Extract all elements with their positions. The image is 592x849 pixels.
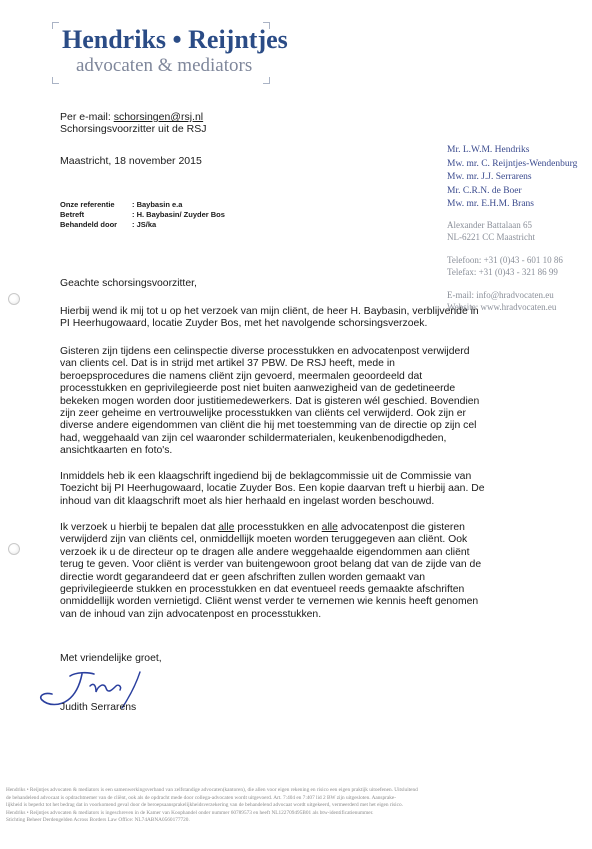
logo-tagline: advocaten & mediators [76,55,253,76]
paragraph-line: directie wordt gegarandeerd dat er geen afschriften zullen worden gemaakt van [60,571,426,583]
office-address-city: NL-6221 CC Maastricht [447,232,535,243]
paragraph-line: onmiddellijk worden vernietigd. Cliënt wenst verder te vernemen wie kennis heeft genomen [60,596,479,608]
paragraph-line: ansichtkaarten en foto's. [60,445,173,457]
paragraph-line: beroepsprocedures die namens cliënt zijn gevoerd, meermalen geoordeeld dat [60,370,423,382]
footer-line: Hendriks • Reijntjes advocaten & mediators is ingeschreven in de Kamer van Koophandel onder nummer 60789573 en heeft NL122709495B01 als btw-identificatienummer. [6,809,374,816]
reference-value: : JS/ka [132,220,157,229]
paragraph-line [60,522,526,534]
paragraph-line: verzoek ik u de directeur op te dragen alle andere weggehaalde eigendommen aan cliënt [60,546,470,558]
office-phone: Telefoon: +31 (0)43 - 601 10 86 [447,254,563,265]
footer-line: Hendriks • Reijntjes advocaten & mediators is een samenwerkingsverband van zelfstandige advocaten(kantoren), die allen voor eigen rekening en risico een eigen praktijk uitoefenen. Uitsluitend [6,787,418,793]
letter-date: Maastricht, 18 november 2015 [60,155,202,167]
office-website[interactable]: Website: www.hradvocaten.eu [447,302,557,313]
paragraph-complaint [60,471,526,508]
punch-hole [8,293,20,305]
paragraph-line: Inmiddels heb ik een klaagschrift ingediend bij de beklagcommissie uit de Commissie van [60,471,472,482]
reference-block [60,200,225,230]
office-details [447,219,563,313]
paragraph-line: diverse andere eigendommen van cliënt die hij met toestemming van de directie op zijn cel [60,420,477,432]
partner-name: Mr. L.W.M. Hendriks [447,145,530,155]
paragraph-line: zijn zeer geheime en vertrouwelijke processtukken van cliënts cel verwijderd. Ook zijn er [60,408,466,420]
office-address-street: Alexander Battalaan 65 [447,220,532,230]
reference-label: Onze referentie [60,200,115,209]
partners-list [447,144,577,212]
office-email[interactable]: E-mail: info@hradvocaten.eu [447,289,554,300]
footer-line: Stichting Beheer Derdengelden Across Borders Law Office: NL74ABNA0560177720. [6,817,190,824]
emphasis-underline: alle [321,522,338,533]
paragraph-line: Toezicht bij PI Heerhugowaard, locatie Zuyder Bos. Een kopie daarvan treft u hierbij aan. De [60,483,485,495]
paragraph-line: processtukken en geprivilegieerde post niet buiten aanwezigheid van de gedetineerde [60,383,456,395]
reference-row [60,200,225,210]
reference-row [60,210,225,220]
paragraph-request [60,522,526,621]
paragraph-line: geprivilegieerde stukken en processtukken en dat eventueel reeds gemaakte afschriften [60,584,465,596]
paragraph-intro [60,306,526,331]
paragraph-line: verwijderd zijn van cliënts cel, onmiddellijk moeten worden teruggegeven aan cliënt. Ook [60,534,468,546]
paragraph-line: bekeken mogen worden door justitiemedewerkers. Dat is gisteren wél geschied. Bovendien [60,395,480,407]
salutation: Geachte schorsingsvoorzitter, [60,278,197,289]
paragraph-line: Gisteren zijn tijdens een celinspectie diverse processtukken en advocatenpost verwijderd [60,346,470,357]
reference-value: : Baybasin e.a [132,200,183,209]
text-run: processtukken en [234,522,322,533]
logo-firm-name: Hendriks • Reijntjes [62,25,288,54]
text-run: Ik verzoek u hierbij te bepalen dat [60,522,219,533]
paragraph-inspection [60,346,526,458]
reference-label: Betreft [60,210,85,219]
legal-footer [6,787,590,825]
recipient-email-link[interactable]: schorsingen@rsj.nl [113,111,204,123]
paragraph-line: van clients cel. Dat is in strijd met artikel 37 PBW. De RSJ heeft, mede in [60,358,395,370]
paragraph-line: Hierbij wend ik mij tot u op het verzoek van mijn cliënt, de heer H. Baybasin, verblijvende in [60,306,479,317]
partner-name: Mw. mr. C. Reijntjes-Wendenburg [447,158,578,169]
punch-hole [8,543,20,555]
reference-label: Behandeld door [60,220,118,229]
logo-corner [263,77,270,84]
paragraph-line: PI Heerhugowaard, locatie Zuyder Bos, met het navolgende schorsingsverzoek. [60,318,428,330]
logo-corner [52,22,59,29]
emphasis-underline: alle [218,522,235,533]
partner-name: Mr. C.R.N. de Boer [447,185,522,196]
partner-name: Mw. mr. E.H.M. Brans [447,199,534,210]
paragraph-line: van de inhoud van zijn advocatenpost en processtukken. [60,608,322,620]
reference-value: : H. Baybasin/ Zuyder Bos [132,210,225,219]
office-fax: Telefax: +31 (0)43 - 321 86 99 [447,267,558,278]
paragraph-line: had, weggehaald van zijn cel waaronder schildermaterialen, keukenbenodigdheden, [60,432,447,444]
text-run: advocatenpost die gisteren [337,522,465,533]
paragraph-line: inhoud van dit klaagschrift moet als hier herhaald en ingelast worden beschouwd. [60,495,435,507]
footer-line: de behandelend advocaat is opdrachtnemer van de cliënt, ook als de opdracht mede door collega-advocaten wordt uitgevoerd. Art. 7:404 en 7:407 lid 2 BW zijn uitgesloten. Aansprake- [6,794,396,801]
recipient-title: Schorsingsvoorzitter uit de RSJ [60,123,207,135]
signer-name: Judith Serrarens [60,702,137,713]
partner-name: Mw. mr. J.J. Serrarens [447,172,532,183]
reference-row [60,220,225,230]
closing: Met vriendelijke groet, [60,653,162,664]
footer-line: lijkheid is beperkt tot het bedrag dat in voorkomend geval door de beroepsaansprakelijkheidsverzekering van de behandelend advocaat wordt uitgekeerd, vermeerderd met het eigen risico. [6,802,403,809]
logo-corner [52,77,59,84]
recipient-email-prefix: Per e-mail: [60,111,114,123]
firm-logo [52,22,288,84]
paragraph-line: terug te geven. Voor cliënt is verder van buitengewoon groot belang dat van de zijde van de [60,559,482,571]
